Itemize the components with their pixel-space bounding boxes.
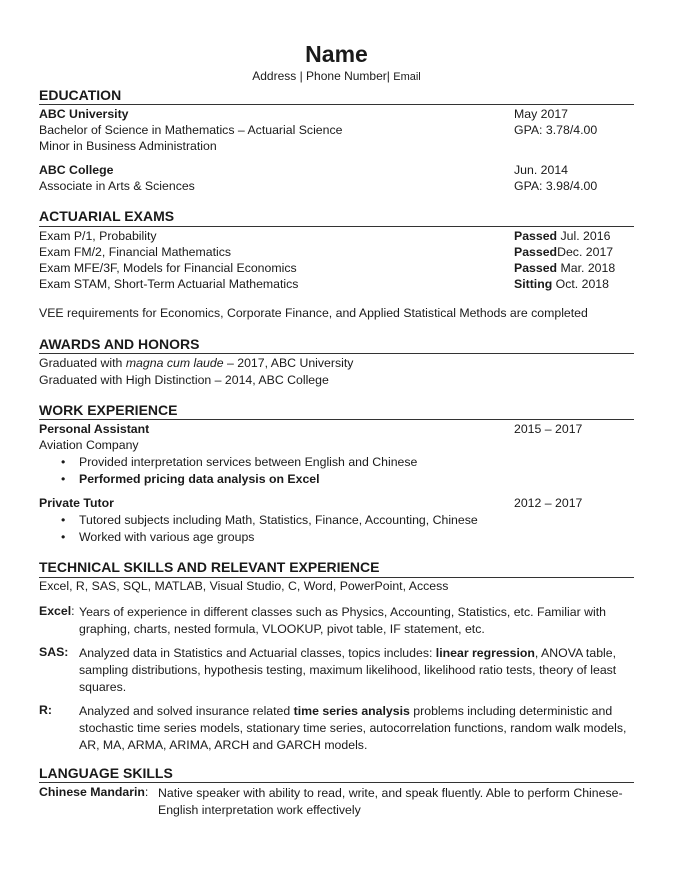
section-rule [39, 782, 634, 783]
section-title-language: LANGUAGE SKILLS [39, 765, 173, 781]
exam-name: Exam FM/2, Financial Mathematics [39, 245, 232, 259]
section-title-exams: ACTUARIAL EXAMS [39, 208, 175, 224]
section-rule [39, 577, 634, 578]
bullet-marker: • [61, 530, 66, 544]
job-bullet: Performed pricing data analysis on Excel [79, 472, 320, 486]
job-bullet: Worked with various age groups [79, 530, 255, 544]
contact-email: Email [393, 71, 421, 83]
skill-label-sas: SAS: [39, 645, 69, 659]
job-title: Personal Assistant [39, 422, 150, 436]
education-date: May 2017 [514, 107, 569, 121]
exam-name: Exam STAM, Short-Term Actuarial Mathematics [39, 277, 299, 291]
section-title-technical: TECHNICAL SKILLS AND RELEVANT EXPERIENCE [39, 559, 380, 575]
vee-note: VEE requirements for Economics, Corporate Finance, and Applied Statistical Methods are completed [39, 306, 588, 320]
contact-text: Address | Phone Number| [252, 69, 390, 83]
exam-status: Passed Mar. 2018 [514, 261, 616, 275]
education-school: ABC University [39, 107, 129, 121]
exam-status: Passed Jul. 2016 [514, 229, 611, 243]
job-dates: 2012 – 2017 [514, 496, 583, 510]
job-title: Private Tutor [39, 496, 114, 510]
candidate-name: Name [305, 41, 368, 67]
skill-desc-excel: Years of experience in different classes such as Physics, Accounting, Statistics, etc. Familiar with graphing, charts, nested formula, VLOOKUP, pivot table, IF statement, etc. [79, 605, 606, 636]
exam-status: PassedDec. 2017 [514, 245, 614, 259]
section-rule [39, 104, 634, 105]
job-bullet: Provided interpretation services between English and Chinese [79, 455, 418, 469]
education-date: Jun. 2014 [514, 163, 569, 177]
job-dates: 2015 – 2017 [514, 422, 583, 436]
bullet-marker: • [61, 472, 66, 486]
section-rule [39, 226, 634, 227]
contact-line [0, 69, 673, 83]
bullet-marker: • [61, 513, 66, 527]
education-gpa: GPA: 3.78/4.00 [514, 123, 598, 137]
education-degree: Associate in Arts & Sciences [39, 179, 195, 193]
skill-desc-r: Analyzed and solved insurance related time series analysis problems including deterministic and stochastic time series models, stationary time series, autocorrelation functions, random walk models, AR, MA, ARMA, ARIMA, ARCH and GARCH models. [79, 704, 627, 752]
section-rule [39, 353, 634, 354]
skill-label-excel: Excel: [39, 604, 75, 618]
section-title-awards: AWARDS AND HONORS [39, 336, 200, 352]
section-title-work: WORK EXPERIENCE [39, 402, 178, 418]
education-degree: Bachelor of Science in Mathematics – Actuarial Science [39, 123, 343, 137]
education-minor: Minor in Business Administration [39, 139, 217, 153]
language-label: Chinese Mandarin: [39, 785, 149, 799]
skills-list: Excel, R, SAS, SQL, MATLAB, Visual Studio, C, Word, PowerPoint, Access [39, 579, 449, 593]
bullet-marker: • [61, 455, 66, 469]
exam-name: Exam P/1, Probability [39, 229, 157, 243]
award-item: Graduated with High Distinction – 2014, ABC College [39, 373, 329, 387]
skill-label-r: R: [39, 703, 52, 717]
education-gpa: GPA: 3.98/4.00 [514, 179, 598, 193]
education-school: ABC College [39, 163, 114, 177]
section-title-education: EDUCATION [39, 87, 122, 103]
language-desc: Native speaker with ability to read, write, and speak fluently. Able to perform Chinese- English interpretation work effectively [158, 786, 623, 817]
section-rule [39, 419, 634, 420]
award-item: Graduated with magna cum laude – 2017, ABC University [39, 356, 354, 370]
skill-desc-sas: Analyzed data in Statistics and Actuarial classes, topics includes: linear regression, ANOVA table, sampling distributions, hypothesis testing, maximum likelihood, likelihood ratio tests, theory of least squares. [79, 646, 617, 694]
job-bullet: Tutored subjects including Math, Statistics, Finance, Accounting, Chinese [79, 513, 478, 527]
exam-status: Sitting Oct. 2018 [514, 277, 609, 291]
job-company: Aviation Company [39, 438, 139, 452]
exam-name: Exam MFE/3F, Models for Financial Economics [39, 261, 297, 275]
